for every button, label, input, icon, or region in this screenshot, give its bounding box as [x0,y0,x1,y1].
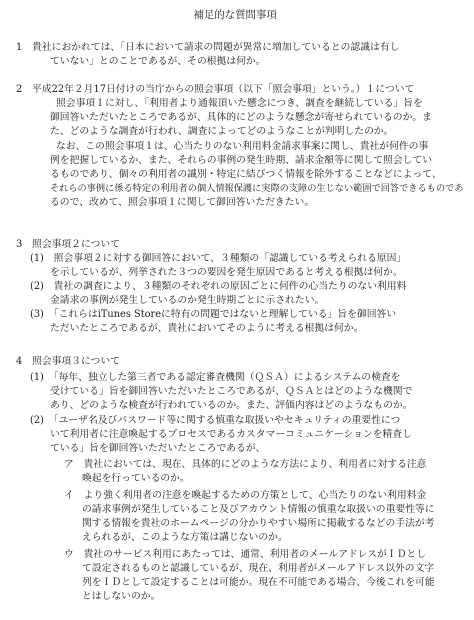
q2-line: 御回答いただいたところであるが、具体的にどのような懸念が寄せられているのか。ま [50,112,432,123]
q3-heading: 3 照会事項２について [16,239,121,250]
q2-line: 例を把握しているか、また、それらの事例の発生時期、請求金額等に関して照会してい [50,155,433,166]
q3-item-2: (2) 貴社の調査により、３種類のそれぞれの原因ごとに何件の心当たりのない利用料 [30,281,407,292]
q4-sub-u-cont: とはしないのか。 [82,591,161,602]
q4-sub-i-cont: えられるが、このような方策は講じないのか。 [82,532,288,543]
q4-heading: 4 照会事項３について [16,356,121,367]
q4-item-1: (1) 「毎年、独立した第三者である認定審査機関（ＱＳＡ）によるシステムの検査を [30,372,401,383]
q4-item-2-cont: ている」旨を御回答いただいたところであるが、 [50,443,266,454]
q1-line-1: 1 貴社におかれては、「日本において請求の問題が異常に増加しているとの認識は有し [16,42,400,53]
q2-line: なお、この照会事項１は、心当たりのない利用料金請求事案に関し、貴社が何件の事 [56,141,429,152]
q3-item-1: (1) 照会事項２に対する御回答において、３種類の「認識している考えられる原因」 [30,253,407,264]
q4-item-2: (2) 「ユーザ名及びパスワード等に関する慎重な取扱いやセキュリティの重要性につ [30,415,401,426]
q4-sub-i-cont: 関する情報を貴社のホームページの分かりやすい場所に掲載するなどの手法が考 [82,518,435,529]
q4-sub-u-cont: て設定されるものと認識しているが、現在、利用者がメールアドレス以外の文字 [82,563,435,574]
q4-sub-u-cont: 列をＩＤとして設定することは可能か。現在不可能である場合、今後これを可能 [82,577,435,588]
q4-item-1-cont: 受けている」旨を御回答いただいたところであるが、ＱＳＡとはどのような機関で [50,386,413,397]
q3-item-2-cont: 金請求の事例が発生しているのか発生時期ごとに示されたい。 [50,295,325,306]
q1-line-2: ていない」とのことであるが、その根拠は何か。 [50,56,266,67]
q4-sub-i: イ より強く利用者の注意を喚起するための方策として、心当たりのない利用料金 [64,490,427,501]
q4-item-1-cont: あり、どのような検査が行われているのか。また、評価内容はどのようなものか。 [50,400,413,411]
q3-item-3: (3) 「これらはiTunes Storeに特有の問題ではないと理解している」旨を御回答い [30,309,397,320]
q4-sub-i-cont: の請求事例が発生していること及びアカウント情報の慎重な取扱いの重要性等に [82,504,435,515]
q4-item-2-cont: いて利用者に注意喚起するプロセスであるカスタマーコミュニケーションを精査し [50,429,412,440]
q2-line: 照会事項１に対し、「利用者より通報頂いた懸念につき、調査を継続している」旨を [56,98,423,109]
q2-line: た、どのような調査が行われ、調査によってどのようなことが判明したのか。 [50,126,394,137]
q3-item-3-cont: ただいたところであるが、貴社においてそのように考える根拠は何か。 [50,323,364,334]
q2-line: それらの事例に係る特定の利用者の個人情報保護に実際の支障の生じない範囲で回答できるものであ [50,183,464,194]
q2-line: るものであり、個々の利用者の識別・特定に結びつく情報を除外することなどによって、 [50,169,442,180]
document-title: 補足的な質問事項 [193,9,277,21]
q2-heading: 2 平成22年２月17日付けの当庁からの照会事項（以下「照会事項」という。）１について [16,84,415,95]
q4-sub-a: ア 貴社においては、現在、具体的にどのような方法により、利用者に対する注意 [64,459,427,470]
q3-item-1-cont: を示しているが、列挙された３つの要因を発生原因であると考える根拠は何か。 [50,267,403,278]
q2-line: るので、改めて、照会事項１に関して御回答いただきたい。 [50,197,315,208]
q4-sub-a-cont: 喚起を行っているのか。 [82,473,190,484]
q4-sub-u: ウ 貴社のサービス利用にあたっては、通常、利用者のメールアドレスがＩＤとし [64,549,426,560]
